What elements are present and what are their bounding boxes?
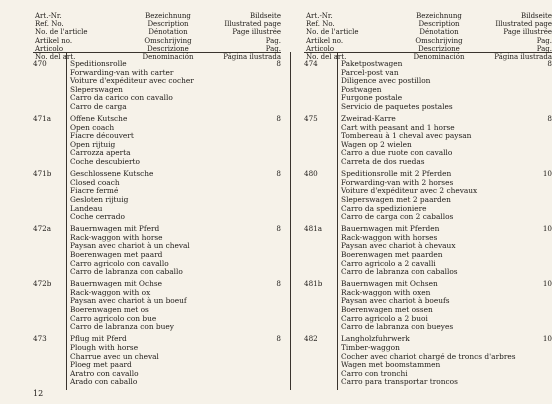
entry-name: Boerenwagen met paarden — [341, 249, 443, 259]
entry-name: Forwarding-van with 2 horses — [341, 177, 454, 187]
entry-name: Carro para transportar troncos — [341, 377, 458, 387]
catalog-entry — [33, 115, 281, 167]
right-column — [304, 10, 552, 390]
entry-name: Boerenwagen met os — [70, 305, 149, 315]
header-article-number — [35, 12, 90, 61]
entry-name: Ploeg met paard — [70, 360, 132, 370]
illustrated-page-number: 10 — [542, 279, 552, 289]
entry-name: Carro a due ruote con cavallo — [341, 148, 453, 158]
catalog-entry — [33, 225, 281, 277]
entry-name: Carro de labranza con caballo — [70, 267, 183, 277]
entry-name: Tombereau à 1 cheval avec paysan — [341, 131, 472, 141]
article-number: 482 — [304, 334, 318, 344]
header-text: Omschrijving — [144, 36, 192, 45]
header-text: Page illustrée — [232, 28, 281, 37]
entry-name: Carro da carico con cavallo — [70, 93, 173, 103]
entry-name: Open rijtuig — [70, 139, 116, 149]
entry-name: Speditionsrolle mit 2 Pferden — [341, 169, 452, 179]
entry-name: Fiacre découvert — [70, 131, 134, 141]
catalog-entry — [304, 115, 552, 167]
header-text: Bildseite — [520, 12, 552, 20]
entry-name: Carro con tronchi — [341, 368, 408, 378]
illustrated-page-number: 8 — [276, 169, 281, 179]
entry-name: Carrozza aperta — [70, 148, 131, 158]
header-text: Articolo — [35, 44, 64, 53]
entry-names — [341, 60, 552, 112]
entry-names — [341, 280, 552, 332]
entry-name: Carro agricolo a 2 buoi — [341, 313, 428, 323]
entry-name: Carro de carga — [70, 101, 127, 111]
entry-name: Rack-waggon with oxen — [341, 287, 431, 297]
illustrated-page-number: 8 — [276, 59, 281, 68]
catalog-entry — [33, 280, 281, 332]
header-description — [113, 12, 223, 61]
illustrated-page-number: 8 — [276, 114, 281, 124]
entry-name: Gesloten rijtuig — [70, 194, 129, 204]
catalog-entry — [304, 60, 552, 112]
header-text: No. de l'article — [306, 28, 359, 37]
article-number: 480 — [304, 169, 318, 179]
entry-name: Cocher avec chariot chargé de troncs d'arbres — [341, 351, 516, 361]
entry-name: Rack-waggon with horse — [70, 232, 163, 242]
entry-name: Closed coach — [70, 177, 120, 187]
entry-name: Rack-waggon with horses — [341, 232, 438, 242]
article-number: 472b — [33, 279, 52, 289]
entry-name: Paysan avec chariot à chevaux — [341, 241, 456, 251]
entry-name: Carro de labranza con buey — [70, 322, 174, 332]
catalog-entry — [33, 170, 281, 222]
center-divider — [290, 52, 291, 390]
entry-name: Aratro con cavallo — [70, 368, 139, 378]
catalog-entry — [304, 170, 552, 222]
entry-name: Bauernwagen mit Pferden — [341, 224, 440, 234]
entry-name: Carro de carga con 2 caballos — [341, 212, 454, 222]
entry-name: Landeau — [70, 203, 103, 213]
page-number: 12 — [33, 389, 44, 398]
header-text: Pag. — [265, 36, 281, 45]
header-text: Descrizione — [418, 44, 460, 53]
header-text: Omschrijving — [415, 36, 463, 45]
entry-name: Sleperswagen — [70, 84, 123, 94]
header-text: No. de l'article — [35, 28, 88, 37]
catalog-entry — [304, 225, 552, 277]
illustrated-page-number: 8 — [276, 334, 281, 344]
entry-names — [70, 115, 281, 167]
entry-name: Voiture d'expéditeur avec 2 chevaux — [341, 186, 478, 196]
article-number: 471b — [33, 169, 52, 179]
entry-name: Carro agricolo con bue — [70, 313, 157, 323]
entry-name: Bauernwagen mit Ochsen — [341, 279, 438, 289]
article-number: 470 — [33, 59, 47, 68]
header-text: Ref. No. — [35, 20, 64, 29]
catalog-entry — [304, 335, 552, 387]
entry-name: Carreta de dos ruedas — [341, 157, 425, 167]
entry-name: Carro de labranza con bueyes — [341, 322, 454, 332]
entry-name: Voiture d'expéditeur avec cocher — [70, 76, 194, 86]
entry-name: Offene Kutsche — [70, 114, 128, 124]
header-text: Pag. — [536, 44, 552, 53]
entry-name: Geschlossene Kutsche — [70, 169, 154, 179]
entry-names — [70, 225, 281, 277]
header-text: No. del art. — [35, 53, 76, 62]
header-text: Bezeichnung — [145, 12, 191, 20]
header-text: Illustrated page — [224, 20, 281, 29]
entry-name: Carro agricolo con cavallo — [70, 258, 169, 268]
entry-name: Arado con caballo — [70, 377, 138, 387]
article-number: 473 — [33, 334, 47, 344]
header-text: Ref. No. — [306, 20, 335, 29]
entry-name: Plough with horse — [70, 342, 139, 352]
entry-name: Servicio de paquetes postales — [341, 101, 453, 111]
header-text: Pag. — [265, 44, 281, 53]
header-text: Articolo — [306, 44, 335, 53]
entry-name: Diligence avec postillon — [341, 76, 431, 86]
entry-name: Wagen op 2 wielen — [341, 139, 412, 149]
illustrated-page-number: 8 — [547, 59, 552, 68]
header-text: Artikel no. — [306, 36, 344, 45]
entry-name: Charrue avec un cheval — [70, 351, 159, 361]
entry-name: Rack-waggon with ox — [70, 287, 151, 297]
entry-name: Postwagen — [341, 84, 382, 94]
entry-names — [70, 335, 281, 387]
column-header — [33, 10, 281, 62]
entry-name: Coche cerrado — [70, 212, 125, 222]
illustrated-page-number: 10 — [542, 224, 552, 234]
entry-name: Bauernwagen mit Pferd — [70, 224, 160, 234]
illustrated-page-number: 10 — [542, 334, 552, 344]
entry-name: Timber-waggon — [341, 342, 400, 352]
entry-name: Furgone postale — [341, 93, 403, 103]
article-number: 474 — [304, 59, 318, 68]
entry-names — [70, 60, 281, 112]
header-description — [384, 12, 494, 61]
entry-name: Carro da spedizioniere — [341, 203, 427, 213]
header-text: Dénotation — [148, 28, 188, 37]
header-article-number — [306, 12, 361, 61]
article-number: 481b — [304, 279, 323, 289]
header-text: Página ilustrada — [223, 53, 281, 62]
illustrated-page-number: 8 — [276, 279, 281, 289]
header-text: Art.-Nr. — [35, 12, 62, 20]
entry-names — [341, 170, 552, 222]
catalog-entry — [304, 280, 552, 332]
header-text: Dénotation — [419, 28, 459, 37]
entry-name: Paysan avec chariot à un boeuf — [70, 296, 187, 306]
article-number: 475 — [304, 114, 318, 124]
header-text: Illustrated page — [495, 20, 552, 29]
illustrated-page-number: 8 — [276, 224, 281, 234]
entry-names — [341, 335, 552, 387]
header-text: Description — [418, 20, 460, 29]
entry-names — [341, 115, 552, 167]
entry-names — [70, 280, 281, 332]
entry-name: Boerenwagen met paard — [70, 249, 163, 259]
entry-name: Bauernwagen mit Ochse — [70, 279, 163, 289]
header-text: Denominación — [142, 53, 194, 62]
entry-name: Fiacre fermé — [70, 186, 119, 196]
entry-list — [33, 60, 281, 387]
entry-name: Paketpostwagen — [341, 59, 403, 68]
header-text: Denominación — [413, 53, 465, 62]
illustrated-page-number: 10 — [542, 169, 552, 179]
entry-name: Carro de labranza con caballos — [341, 267, 458, 277]
header-text: Art.-Nr. — [306, 12, 333, 20]
header-text: Página ilustrada — [494, 53, 552, 62]
article-number: 481a — [304, 224, 323, 234]
entry-list — [304, 60, 552, 387]
article-number: 471a — [33, 114, 52, 124]
header-text: No. del art. — [306, 53, 347, 62]
entry-name: Boerenwagen met ossen — [341, 305, 433, 315]
entry-name: Wagen met boomstammen — [341, 360, 441, 370]
header-text: Descrizione — [147, 44, 189, 53]
entry-name: Open coach — [70, 122, 115, 132]
header-text: Bezeichnung — [416, 12, 462, 20]
column-header — [304, 10, 552, 62]
entry-name: Carro agricolo a 2 cavalli — [341, 258, 436, 268]
header-text: Artikel no. — [35, 36, 73, 45]
entry-name: Pflug mit Pferd — [70, 334, 127, 344]
header-text: Page illustrée — [503, 28, 552, 37]
entry-name: Cart with peasant and 1 horse — [341, 122, 455, 132]
catalog-entry — [33, 335, 281, 387]
entry-name: Paysan avec chariot à un cheval — [70, 241, 190, 251]
left-column — [33, 10, 281, 390]
header-text: Pag. — [536, 36, 552, 45]
entry-name: Paysan avec chariot à boeufs — [341, 296, 450, 306]
article-number: 472a — [33, 224, 52, 234]
entry-name: Coche descubierto — [70, 157, 140, 167]
entry-name: Sleperswagen met 2 paarden — [341, 194, 451, 204]
entry-name: Parcel-post van — [341, 67, 399, 77]
header-illustrated-page — [221, 12, 281, 61]
entry-names — [70, 170, 281, 222]
illustrated-page-number: 8 — [547, 114, 552, 124]
catalog-entry — [33, 60, 281, 112]
entry-names — [341, 225, 552, 277]
entry-name: Langholzfuhrwerk — [341, 334, 410, 344]
header-text: Description — [147, 20, 189, 29]
entry-name: Forwarding-van with carter — [70, 67, 174, 77]
header-illustrated-page — [492, 12, 552, 61]
entry-name: Speditionsrolle — [70, 59, 127, 68]
entry-name: Zweirad-Karre — [341, 114, 396, 124]
header-text: Bildseite — [249, 12, 281, 20]
